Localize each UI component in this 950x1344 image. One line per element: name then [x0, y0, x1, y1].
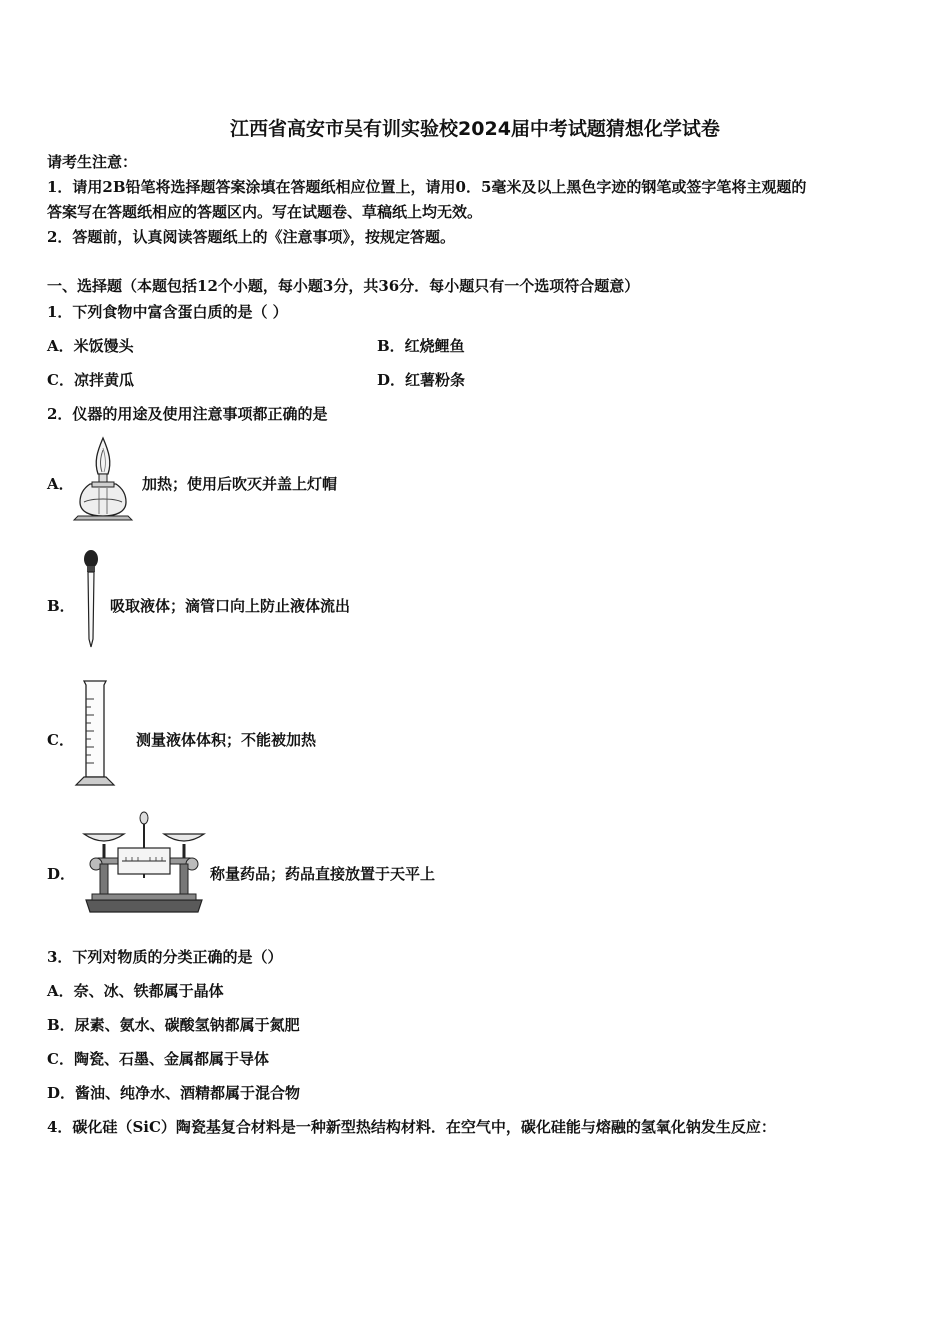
q2-option-a-text: 加热；使用后吹灭并盖上灯帽	[142, 475, 338, 493]
q1-option-c: C．凉拌黄瓜	[47, 371, 134, 389]
q3-option-b: B．尿素、氨水、碳酸氢钠都属于氮肥	[47, 1016, 300, 1034]
q2-option-c-label: C．	[47, 731, 74, 749]
q3-option-c: C．陶瓷、石墨、金属都属于导体	[47, 1050, 269, 1068]
q1-option-d: D．红薯粉条	[377, 371, 466, 389]
notice-line-2: 2．答题前，认真阅读答题纸上的《注意事项》，按规定答题。	[47, 228, 455, 246]
q2-option-d-label: D．	[47, 865, 76, 883]
notice-line-1: 1．请用2B铅笔将选择题答案涂填在答题纸相应位置上，请用0．5毫米及以上黑色字迹的钢笔或签字笔将主观题的	[47, 178, 807, 196]
q2-stem: 2．仪器的用途及使用注意事项都正确的是	[47, 405, 328, 423]
q1-stem: 1．下列食物中富含蛋白质的是（ ）	[47, 303, 288, 321]
q1-option-a: A．米饭馒头	[47, 337, 134, 355]
notice-heading: 请考生注意：	[47, 153, 138, 171]
q1-option-b: B．红烧鲤鱼	[377, 337, 465, 355]
balance-scale-icon	[82, 808, 206, 918]
q2-option-c-text: 测量液体体积；不能被加热	[136, 731, 317, 749]
measuring-cylinder-icon	[72, 679, 118, 789]
q4-stem: 4．碳化硅（SiC）陶瓷基复合材料是一种新型热结构材料．在空气中，碳化硅能与熔融的氢氧化钠发生反应：	[47, 1118, 776, 1136]
q2-option-a-label: A．	[47, 475, 74, 493]
q3-stem: 3．下列对物质的分类正确的是（）	[47, 948, 283, 966]
page-title: 江西省高安市吴有训实验校2024届中考试题猜想化学试卷	[230, 118, 720, 140]
q2-option-d-text: 称量药品；药品直接放置于天平上	[210, 865, 436, 883]
section-heading: 一、选择题（本题包括12个小题，每小题3分，共36分．每小题只有一个选项符合题意）	[47, 277, 640, 295]
q3-option-a: A．奈、冰、铁都属于晶体	[47, 982, 224, 1000]
q3-option-d: D．酱油、纯净水、酒精都属于混合物	[47, 1084, 301, 1102]
alcohol-lamp-icon	[70, 436, 136, 524]
dropper-icon	[80, 549, 102, 649]
notice-line-1b: 答案写在答题纸相应的答题区内。写在试题卷、草稿纸上均无效。	[47, 203, 483, 221]
q2-option-b-label: B．	[47, 597, 75, 615]
q2-option-b-text: 吸取液体；滴管口向上防止液体流出	[110, 597, 351, 615]
